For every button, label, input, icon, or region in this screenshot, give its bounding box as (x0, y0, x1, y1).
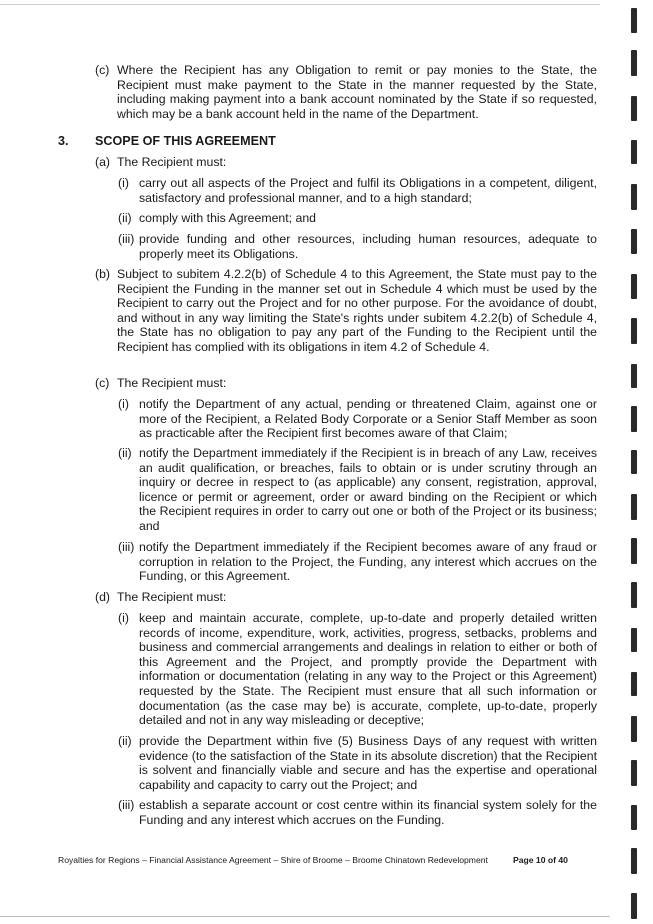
subclause-label: (ii) (118, 211, 132, 225)
binder-mark (631, 805, 637, 830)
binder-mark (631, 140, 637, 164)
binder-mark (631, 50, 637, 76)
subclause-label: (iii) (118, 540, 135, 554)
subclause-text: notify the Department of any actual, pending or threatened Claim, against one or more of the Recipient, a Related Body Corporate or a Senior Staff Member as soon as practicable after the Recipient first becomes aware of that Claim; (139, 397, 597, 441)
binder-mark (631, 672, 637, 696)
subclause-text: carry out all aspects of the Project and fulfil its Obligations in a competent, diligent, satisfactory and professional manner, and to a high standard; (139, 176, 597, 205)
subclause-text: provide funding and other resources, including human resources, adequate to properly meet its Obligations. (139, 232, 597, 261)
binder-mark (631, 628, 637, 652)
clause-label: (c) (95, 63, 110, 77)
subclause-label: (ii) (118, 446, 132, 460)
top-rule (0, 4, 600, 5)
binder-mark (631, 96, 637, 121)
clause-text: Subject to subitem 4.2.2(b) of Schedule 4 to this Agreement, the State must pay to the Recipient the Funding in the manner set out in Schedule 4 which must be used by the Recipient to carry out the Project and for no other purpose. For the avoidance of doubt, and without in any way limiting the State's rights under subitem 4.2.2(b) of Schedule 4, the State has no obligation to pay any part of the Funding to the Recipient until the Recipient has complied with its obligations in item 4.2 of Schedule 4. (117, 267, 597, 354)
clause-lead: The Recipient must: (117, 155, 227, 169)
subclause-text: comply with this Agreement; and (139, 211, 317, 225)
subclause-label: (i) (118, 397, 129, 411)
binder-mark (631, 364, 637, 388)
subclause-label: (ii) (118, 734, 132, 748)
binder-mark (631, 318, 637, 344)
subclause-label: (i) (118, 176, 129, 190)
subclause-label: (iii) (118, 798, 135, 812)
subclause-label: (i) (118, 611, 129, 625)
footer-title: Royalties for Regions – Financial Assistance Agreement – Shire of Broome – Broome Chinatown Redevelopment (58, 855, 488, 865)
bottom-rule (0, 916, 610, 917)
binder-mark (631, 893, 637, 919)
subclause-label: (iii) (118, 232, 135, 246)
section-title: SCOPE OF THIS AGREEMENT (95, 134, 276, 148)
clause-label: (d) (95, 590, 111, 604)
clause-label: (c) (95, 376, 110, 390)
binder-mark (631, 406, 637, 432)
binder-mark (631, 494, 637, 520)
binder-mark (631, 760, 637, 786)
section-number: 3. (58, 134, 69, 148)
binder-mark (631, 582, 637, 608)
footer-page-number: Page 10 of 40 (513, 855, 568, 865)
subclause-text: provide the Department within five (5) Business Days of any request with written evidence (to the satisfaction of the State in its absolute discretion) that the Recipient is solvent and financially viable and secure and has the expertise and operational capability and capacity to carry out the Project; and (139, 734, 597, 792)
clause-text: Where the Recipient has any Obligation to remit or pay monies to the State, the Recipient must make payment to the State in the manner requested by the State, including making payment into a bank account nominated by the State if so requested, which may be a bank account held in the name of the Department. (117, 63, 597, 121)
binder-mark (631, 450, 637, 474)
binder-mark (631, 848, 637, 874)
clause-label: (a) (95, 155, 111, 169)
binder-mark (631, 184, 637, 210)
binder-mark (631, 716, 637, 742)
binder-mark (631, 274, 637, 299)
binder-mark (631, 229, 637, 254)
subclause-text: notify the Department immediately if the Recipient becomes aware of any fraud or corruption in relation to the Project, the Funding, any interest which accrues on the Funding, or this Agreement. (139, 540, 597, 584)
clause-lead: The Recipient must: (117, 376, 227, 390)
binder-mark (631, 538, 637, 564)
clause-label: (b) (95, 267, 111, 281)
subclause-text: notify the Department immediately if the Recipient is in breach of any Law, receives an audit qualification, or breaches, fails to obtain or is under scrutiny through an inquiry or decree in respect to (as applicable) any consent, registration, approval, licence or permit or agreement, order or award binding on the Recipient or which the Recipient requires in order to carry out one or both of the Project or its business; and (139, 446, 597, 533)
clause-lead: The Recipient must: (117, 590, 227, 604)
binder-mark (631, 8, 637, 33)
subclause-text: keep and maintain accurate, complete, up-to-date and properly detailed written records of income, expenditure, work, activities, progress, setbacks, problems and business and commercial arrangements and dealings in relation to either or both of this Agreement and the Project, and promptly provide the Department with information or documentation (relating in any way to the Project or this Agreement) requested by the State. The Recipient must ensure that all such information or documentation (as the case may be) is accurate, complete, up-to-date, properly detailed and not in any way misleading or deceptive; (139, 611, 597, 728)
subclause-text: establish a separate account or cost centre within its financial system solely for the Funding and any interest which accrues on the Funding. (139, 798, 597, 827)
